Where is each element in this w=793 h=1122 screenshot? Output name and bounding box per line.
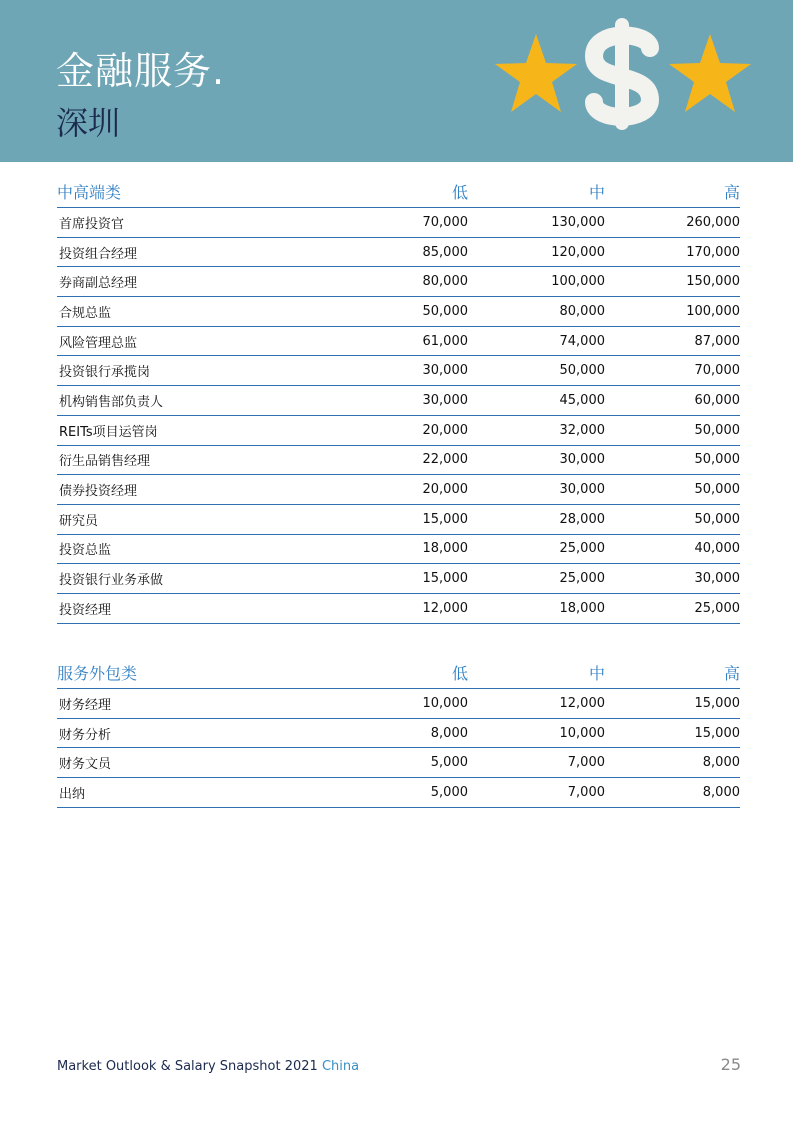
- col-high-header: 高: [723, 664, 740, 683]
- table-row: [57, 505, 740, 535]
- salary-high: 50,000: [694, 511, 740, 527]
- table-header: [57, 657, 740, 689]
- salary-mid: 18,000: [559, 600, 605, 616]
- salary-table-senior: [57, 176, 740, 624]
- salary-high: 87,000: [694, 333, 740, 349]
- table-row: [57, 535, 740, 565]
- role-name: 研究员: [59, 513, 99, 529]
- page-title: 金融服务.: [56, 49, 226, 93]
- role-name: 券商副总经理: [59, 276, 138, 292]
- salary-high: 50,000: [694, 482, 740, 498]
- role-name: 投资组合经理: [59, 246, 138, 262]
- salary-high: 8,000: [702, 755, 740, 771]
- salary-high: 260,000: [686, 214, 740, 230]
- star-icon: [495, 34, 577, 112]
- role-name: 投资经理: [59, 602, 112, 618]
- table-row: [57, 594, 740, 624]
- salary-mid: 100,000: [551, 274, 605, 290]
- salary-low: 22,000: [422, 452, 468, 468]
- table-row: [57, 564, 740, 594]
- table-row: [57, 689, 740, 719]
- salary-high: 40,000: [694, 541, 740, 557]
- salary-mid: 130,000: [551, 214, 605, 230]
- col-low-header: 低: [451, 183, 468, 202]
- table-row: [57, 356, 740, 386]
- role-name: 财务文员: [59, 757, 112, 773]
- table-row: [57, 748, 740, 778]
- table-header: [57, 176, 740, 208]
- salary-low: 12,000: [422, 600, 468, 616]
- section-heading: 服务外包类: [57, 664, 138, 683]
- salary-low: 20,000: [422, 482, 468, 498]
- table-row: [57, 297, 740, 327]
- salary-low: 8,000: [430, 725, 468, 741]
- role-name: 衍生品销售经理: [59, 454, 151, 470]
- salary-high: 50,000: [694, 452, 740, 468]
- table-row: [57, 267, 740, 297]
- salary-high: 150,000: [686, 274, 740, 290]
- salary-mid: 25,000: [559, 571, 605, 587]
- role-name: 债券投资经理: [59, 484, 138, 500]
- table-row: [57, 719, 740, 749]
- table-row: [57, 416, 740, 446]
- salary-high: 60,000: [694, 392, 740, 408]
- salary-high: 30,000: [694, 571, 740, 587]
- salary-low: 61,000: [422, 333, 468, 349]
- salary-low: 70,000: [422, 214, 468, 230]
- page-number: 25: [720, 1055, 741, 1074]
- col-high-header: 高: [723, 183, 740, 202]
- salary-high: 25,000: [694, 600, 740, 616]
- salary-mid: 12,000: [559, 695, 605, 711]
- dollar-icon: [594, 18, 650, 130]
- footer-title: Market Outlook & Salary Snapshot 2021: [57, 1059, 322, 1074]
- salary-mid: 7,000: [567, 784, 605, 800]
- role-name: 首席投资官: [59, 216, 125, 232]
- table-row: [57, 327, 740, 357]
- col-low-header: 低: [451, 664, 468, 683]
- salary-mid: 50,000: [559, 363, 605, 379]
- col-mid-header: 中: [588, 183, 605, 202]
- salary-mid: 30,000: [559, 482, 605, 498]
- table-row: [57, 778, 740, 808]
- salary-high: 100,000: [686, 303, 740, 319]
- footer-country: China: [321, 1059, 360, 1074]
- role-name: REITs项目运管岗: [59, 424, 158, 440]
- salary-low: 30,000: [422, 363, 468, 379]
- salary-mid: 32,000: [559, 422, 605, 438]
- salary-low: 10,000: [422, 695, 468, 711]
- salary-low: 80,000: [422, 274, 468, 290]
- salary-low: 18,000: [422, 541, 468, 557]
- role-name: 投资总监: [59, 543, 112, 559]
- salary-low: 5,000: [430, 755, 468, 771]
- role-name: 出纳: [59, 786, 86, 802]
- table-row: [57, 446, 740, 476]
- role-name: 财务分析: [59, 727, 112, 743]
- salary-mid: 30,000: [559, 452, 605, 468]
- role-name: 财务经理: [59, 697, 112, 713]
- page-subtitle: 深圳: [56, 104, 121, 142]
- salary-mid: 10,000: [559, 725, 605, 741]
- salary-table-outsourcing: [57, 657, 740, 808]
- star-icon: [669, 34, 751, 112]
- role-name: 投资银行业务承做: [59, 573, 164, 589]
- salary-high: 170,000: [686, 244, 740, 260]
- salary-mid: 7,000: [567, 755, 605, 771]
- salary-mid: 28,000: [559, 511, 605, 527]
- salary-low: 15,000: [422, 571, 468, 587]
- salary-low: 30,000: [422, 392, 468, 408]
- salary-high: 50,000: [694, 422, 740, 438]
- role-name: 机构销售部负责人: [59, 394, 164, 410]
- header-decoration: [490, 18, 755, 138]
- col-mid-header: 中: [588, 664, 605, 683]
- role-name: 合规总监: [59, 305, 112, 321]
- role-name: 风险管理总监: [59, 335, 138, 351]
- salary-high: 8,000: [702, 784, 740, 800]
- header-band: [0, 0, 793, 162]
- footer-text: [57, 1059, 359, 1074]
- salary-low: 85,000: [422, 244, 468, 260]
- salary-mid: 120,000: [551, 244, 605, 260]
- salary-mid: 45,000: [559, 392, 605, 408]
- salary-low: 5,000: [430, 784, 468, 800]
- table-row: [57, 208, 740, 238]
- table-row: [57, 238, 740, 268]
- salary-low: 50,000: [422, 303, 468, 319]
- salary-mid: 80,000: [559, 303, 605, 319]
- role-name: 投资银行承揽岗: [59, 365, 151, 381]
- table-row: [57, 475, 740, 505]
- salary-high: 70,000: [694, 363, 740, 379]
- salary-high: 15,000: [694, 725, 740, 741]
- section-heading: 中高端类: [57, 183, 122, 202]
- salary-mid: 74,000: [559, 333, 605, 349]
- salary-mid: 25,000: [559, 541, 605, 557]
- salary-low: 20,000: [422, 422, 468, 438]
- table-row: [57, 386, 740, 416]
- salary-low: 15,000: [422, 511, 468, 527]
- salary-high: 15,000: [694, 695, 740, 711]
